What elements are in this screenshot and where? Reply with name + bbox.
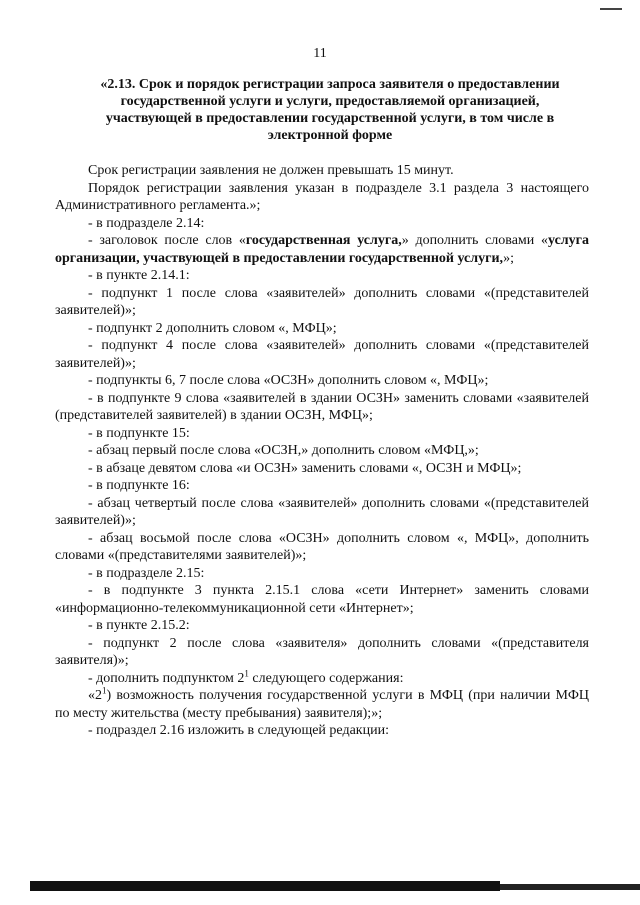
- superscript: 1: [244, 667, 249, 678]
- text-run: следующего содержания:: [248, 670, 404, 686]
- paragraph: [55, 232, 589, 267]
- paragraph: - в подпункте 16:: [88, 478, 190, 493]
- paragraph: - абзац первый после слова «ОСЗН,» дополнить словом «МФЦ,»;: [88, 443, 479, 458]
- paragraph: Порядок регистрации заявления указан в подразделе 3.1 раздела 3 настоящего Административного регламента.»;: [55, 180, 589, 213]
- scan-artifact-bottom: [30, 881, 500, 891]
- text-run: ) возможность получения государственной услуги в МФЦ (при наличии МФЦ по месту жительства (месту пребывания) заявителя);»;: [55, 688, 589, 721]
- paragraph: Срок регистрации заявления не должен превышать 15 минут.: [88, 163, 454, 178]
- scan-artifact-top: [600, 8, 622, 10]
- paragraph: - в пункте 2.15.2:: [88, 618, 190, 633]
- paragraph: - в пункте 2.14.1:: [88, 268, 190, 283]
- paragraph: - в подразделе 2.15:: [88, 565, 205, 581]
- paragraph: - абзац восьмой после слова «ОСЗН» дополнить словом «, МФЦ», дополнить словами «(представителями заявителей)»;: [55, 530, 589, 563]
- paragraph: - подраздел 2.16 изложить в следующей редакции:: [88, 723, 389, 738]
- text-run: » дополнить словами «: [401, 233, 548, 248]
- text-run: - дополнить подпунктом 2: [88, 670, 245, 686]
- text-run: «2: [88, 688, 102, 703]
- document-body: [55, 162, 589, 740]
- paragraph: - в подпункте 15:: [88, 425, 190, 441]
- paragraph: [55, 667, 589, 688]
- paragraph: [55, 687, 589, 722]
- paragraph: - подпункт 2 после слова «заявителя» дополнить словами «(представителя заявителя)»;: [55, 635, 589, 668]
- paragraph: - подпункт 2 дополнить словом «, МФЦ»;: [88, 320, 337, 336]
- paragraph: - в подпункте 3 пункта 2.15.1 слова «сети Интернет» заменить словами «информационно-телекоммуникационной сети «Интернет»;: [55, 583, 589, 616]
- scan-artifact-bottom-right: [500, 884, 640, 890]
- text-run: - заголовок после слов «: [88, 233, 246, 248]
- paragraph: - в подпункте 9 слова «заявителей в здании ОСЗН» заменить словами «заявителей (представителей заявителей) в здании ОСЗН, МФЦ»;: [55, 390, 589, 423]
- page-number: 11: [313, 46, 327, 61]
- superscript: 1: [102, 685, 107, 696]
- paragraph: - абзац четвертый после слова «заявителей» дополнить словами «(представителей заявителей)»;: [55, 495, 589, 528]
- bold-text-run: государственная услуга,: [245, 233, 402, 248]
- paragraph: - подпункт 4 после слова «заявителей» дополнить словами «(представителей заявителей)»;: [55, 338, 589, 371]
- bold-text-run: услуга организации, участвующей в предоставлении государственной услуги,: [55, 233, 589, 266]
- paragraph: - в подразделе 2.14:: [88, 215, 205, 231]
- section-heading: «2.13. Срок и порядок регистрации запроса заявителя о предоставлении государственной услуги и услуги, предоставляемой организацией, участвующей в предоставлении государственной услуги, в том числе в электронной форме: [100, 77, 560, 143]
- paragraph: - подпункт 1 после слова «заявителей» дополнить словами «(представителей заявителей)»;: [55, 285, 589, 318]
- text-run: »;: [503, 250, 514, 266]
- paragraph: - подпункты 6, 7 после слова «ОСЗН» дополнить словом «, МФЦ»;: [88, 373, 489, 388]
- paragraph: - в абзаце девятом слова «и ОСЗН» заменить словами «, ОСЗН и МФЦ»;: [88, 460, 522, 476]
